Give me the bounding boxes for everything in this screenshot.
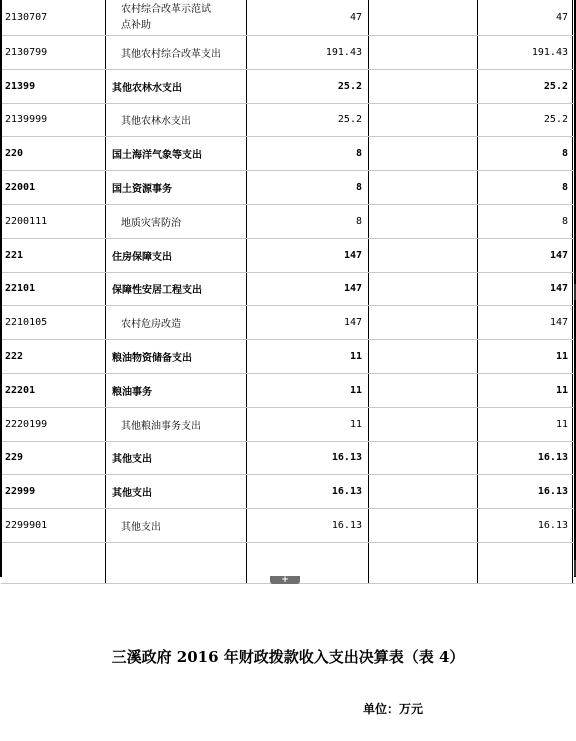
empty-cell [368,239,476,272]
table-row [1,475,575,509]
budget-amount-cell [246,543,368,583]
empty-cell [368,36,476,69]
subject-name-cell: 农村综合改革示范试点补助 [105,0,217,35]
empty-cell [368,374,476,407]
table-left-border [0,0,2,577]
budget-amount-cell: 16.13 [246,442,368,475]
subject-code-cell: 220 [5,148,24,160]
subject-code-cell: 22999 [5,486,36,498]
subject-name-cell: 其他粮油事务支出 [105,408,245,441]
table-row [1,137,575,171]
actual-amount-cell: 147 [477,306,573,339]
budget-amount-cell: 25.2 [246,104,368,137]
budget-amount-cell: 147 [246,273,368,306]
actual-amount-cell: 11 [477,408,573,441]
subject-name-cell: 其他农林水支出 [105,70,245,103]
empty-cell [368,273,476,306]
subject-name-cell [105,543,245,583]
subject-code-cell [5,543,103,583]
subject-code-cell: 2220199 [5,418,48,430]
subject-code-cell: 21399 [5,80,36,92]
subject-code-cell: 2130799 [5,46,48,58]
empty-cell [368,475,476,508]
empty-cell [368,408,476,441]
subject-name-cell: 其他农林水支出 [105,104,245,137]
subject-code-cell: 2210105 [5,317,48,329]
subject-name-cell: 农村危房改造 [105,306,245,339]
budget-table [1,0,575,584]
subject-code-cell: 229 [5,452,24,464]
subject-name-cell: 国土海洋气象等支出 [105,137,245,170]
budget-amount-cell: 47 [246,0,368,35]
table-row [1,36,575,70]
subject-name-cell: 其他支出 [105,509,245,542]
actual-amount-cell: 25.2 [477,70,573,103]
table-row [1,340,575,374]
table-row [1,306,575,340]
empty-cell [368,104,476,137]
budget-amount-cell: 191.43 [246,36,368,69]
table-row [1,205,575,239]
actual-amount-cell: 147 [477,273,573,306]
subject-name-cell: 国土资源事务 [105,171,245,204]
empty-cell [368,171,476,204]
empty-cell [368,0,476,35]
subject-name-cell: 粮油物资储备支出 [105,340,245,373]
table-row [1,374,575,408]
budget-amount-cell: 8 [246,171,368,204]
empty-cell [368,543,476,583]
subject-code-cell: 22101 [5,283,36,295]
empty-cell [368,70,476,103]
expand-button[interactable]: + [270,576,300,584]
table-row [1,104,575,138]
budget-amount-cell: 147 [246,239,368,272]
actual-amount-cell: 8 [477,205,573,238]
budget-amount-cell: 11 [246,408,368,441]
empty-cell [368,509,476,542]
table-row [1,0,575,36]
subject-code-cell: 2139999 [5,114,48,126]
actual-amount-cell: 147 [477,239,573,272]
budget-amount-cell: 11 [246,340,368,373]
actual-amount-cell: 8 [477,171,573,204]
budget-amount-cell: 11 [246,374,368,407]
subject-code-cell: 222 [5,351,24,363]
table-row [1,273,575,307]
actual-amount-cell: 16.13 [477,475,573,508]
empty-cell [368,137,476,170]
subject-code-cell: 22201 [5,384,36,396]
subject-code-cell: 221 [5,249,24,261]
empty-cell [368,340,476,373]
budget-amount-cell: 8 [246,205,368,238]
actual-amount-cell: 8 [477,137,573,170]
subject-name-cell: 其他支出 [105,442,245,475]
subject-name-cell: 粮油事务 [105,374,245,407]
actual-amount-cell: 16.13 [477,442,573,475]
empty-cell [368,442,476,475]
document-title: 三溪政府 2016 年财政拨款收入支出决算表（表 4） [111,648,465,666]
subject-code-cell: 22001 [5,182,36,194]
budget-amount-cell: 8 [246,137,368,170]
budget-amount-cell: 25.2 [246,70,368,103]
table-row [1,408,575,442]
table-row [1,171,575,205]
table-row [1,70,575,104]
subject-name-cell: 保障性安居工程支出 [105,273,245,306]
subject-code-cell: 2200111 [5,215,48,227]
budget-amount-cell: 16.13 [246,475,368,508]
actual-amount-cell: 25.2 [477,104,573,137]
table-row [1,239,575,273]
subject-name-cell: 地质灾害防治 [105,205,245,238]
actual-amount-cell: 47 [477,0,573,35]
actual-amount-cell [477,543,573,583]
actual-amount-cell: 16.13 [477,509,573,542]
empty-cell [368,306,476,339]
unit-label: 单位：万元 [363,702,424,716]
empty-cell [368,205,476,238]
table-row [1,509,575,543]
actual-amount-cell: 11 [477,340,573,373]
subject-name-cell: 其他农村综合改革支出 [105,36,245,69]
actual-amount-cell: 11 [477,374,573,407]
table-row [1,442,575,476]
subject-name-cell: 其他支出 [105,475,245,508]
subject-code-cell: 2130707 [5,12,48,23]
subject-code-cell: 2299901 [5,520,48,532]
budget-amount-cell: 147 [246,306,368,339]
subject-name-cell: 住房保障支出 [105,239,245,272]
actual-amount-cell: 191.43 [477,36,573,69]
budget-amount-cell: 16.13 [246,509,368,542]
